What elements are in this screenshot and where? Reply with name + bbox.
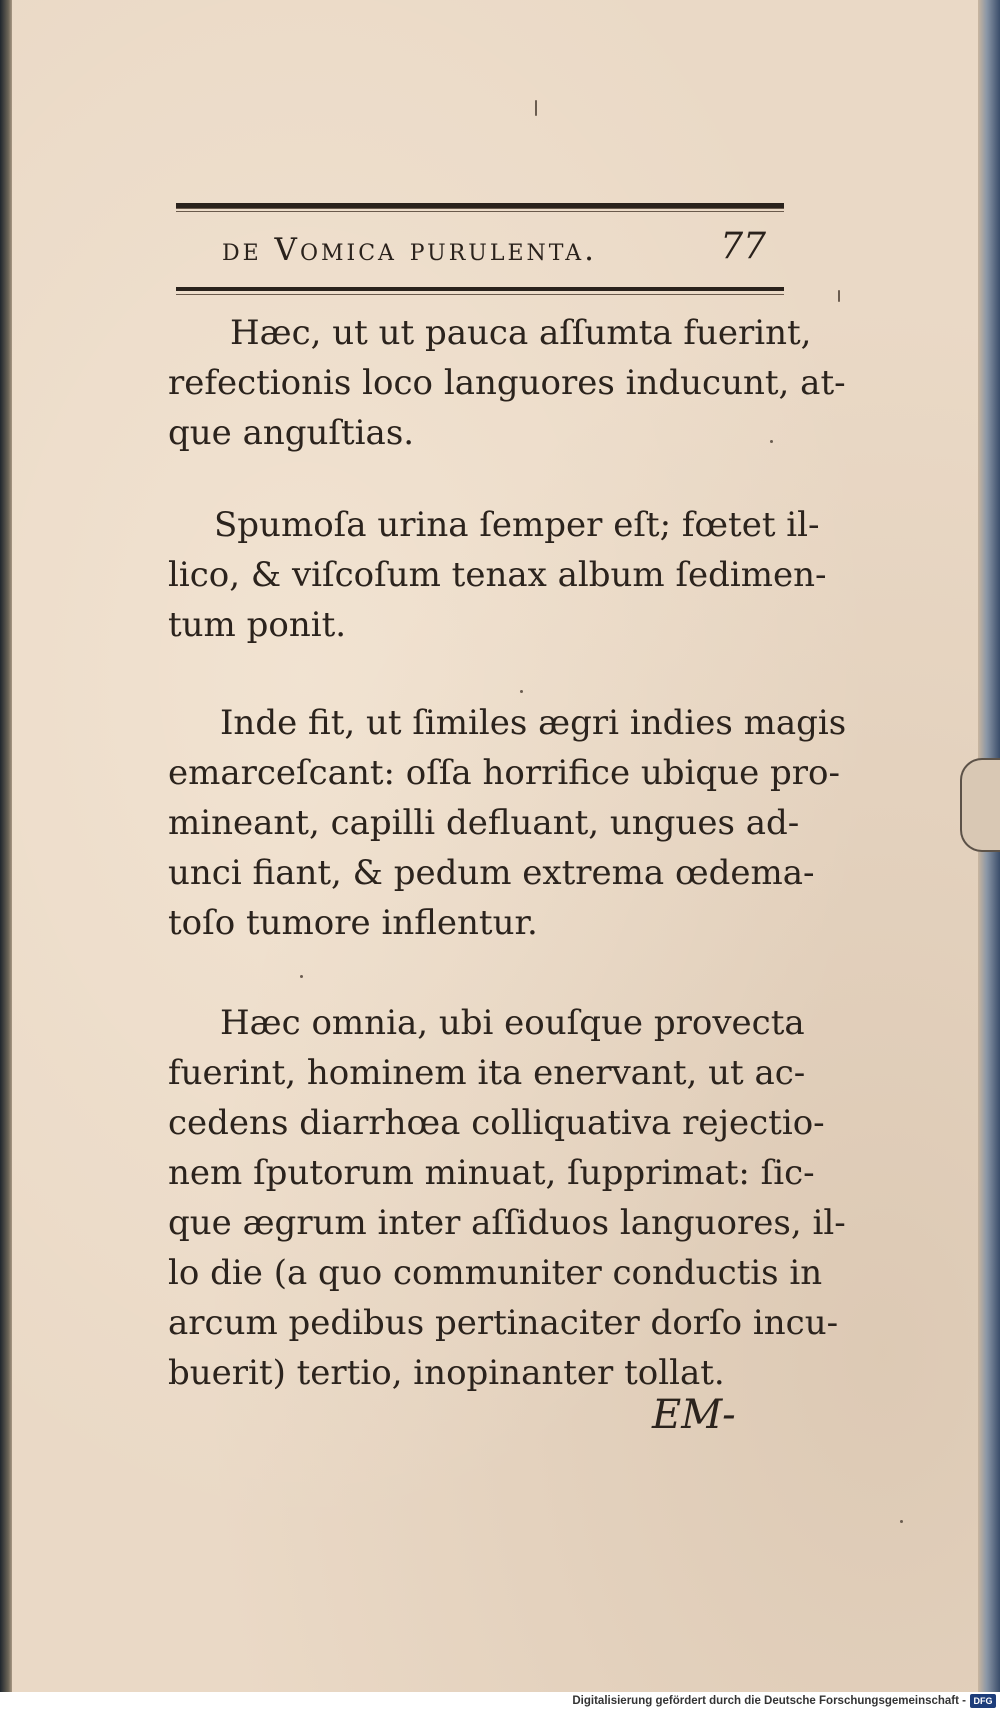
paper-speck (770, 440, 773, 443)
text-line: Spumoſa urina ſemper eſt; fœtet il- (214, 505, 820, 545)
catchword: EM- (652, 1392, 736, 1438)
digitization-footer (0, 1692, 1000, 1710)
text-line: refectionis loco languores inducunt, at- (168, 363, 846, 403)
paragraph-1 (168, 308, 846, 458)
text-line: emarceſcant: oſſa horrifice ubique pro- (168, 753, 840, 793)
paragraph-2 (168, 500, 827, 650)
text-line: arcum pedibus pertinaciter dorſo incu- (168, 1303, 839, 1343)
text-line: que anguſtias. (168, 413, 415, 453)
text-line: buerit) tertio, inopinanter tollat. (168, 1353, 725, 1393)
paragraph-4 (168, 998, 846, 1398)
paper-speck (300, 975, 303, 978)
text-line: unci fiant, & pedum extrema œdema- (168, 853, 815, 893)
paragraph-3 (168, 698, 847, 948)
text-line: Hæc omnia, ubi eouſque provecta (220, 1003, 805, 1043)
text-line: nem ſputorum minuat, ſupprimat: ſic- (168, 1153, 815, 1193)
text-line: lico, & viſcoſum tenax album ſedimen- (168, 555, 827, 595)
paper-speck (838, 290, 840, 302)
paper-speck (900, 1520, 903, 1523)
paper-speck (535, 100, 537, 116)
paper-speck (520, 690, 523, 693)
text-line: lo die (a quo communiter conductis in (168, 1253, 823, 1293)
header-rule-top-thin (176, 211, 784, 212)
dfg-logo-icon: DFG (970, 1694, 996, 1708)
text-line: cedens diarrhœa colliquativa rejectio- (168, 1103, 825, 1143)
text-line: que ægrum inter aſſiduos languores, il- (168, 1203, 846, 1243)
header-rule-bottom-thin (176, 294, 784, 295)
text-line: fuerint, hominem ita enervant, ut ac- (168, 1053, 806, 1093)
text-line: toſo tumore inflentur. (168, 903, 538, 943)
text-line: mineant, capilli defluant, ungues ad- (168, 803, 800, 843)
running-title: de Vomica purulenta. (222, 232, 597, 268)
text-line: tum ponit. (168, 605, 347, 645)
page-tab-notch (960, 758, 1000, 852)
footer-credit: Digitalisierung gefördert durch die Deutsche Forschungsgemeinschaft - (572, 1695, 966, 1707)
page-number: 77 (720, 226, 766, 267)
text-line: Hæc, ut ut pauca aſſumta fuerint, (230, 313, 812, 353)
header-rule-top (176, 203, 784, 209)
running-header (176, 222, 784, 282)
header-rule-bottom (176, 287, 784, 291)
text-line: Inde fit, ut ſimiles ægri indies magis (220, 703, 847, 743)
